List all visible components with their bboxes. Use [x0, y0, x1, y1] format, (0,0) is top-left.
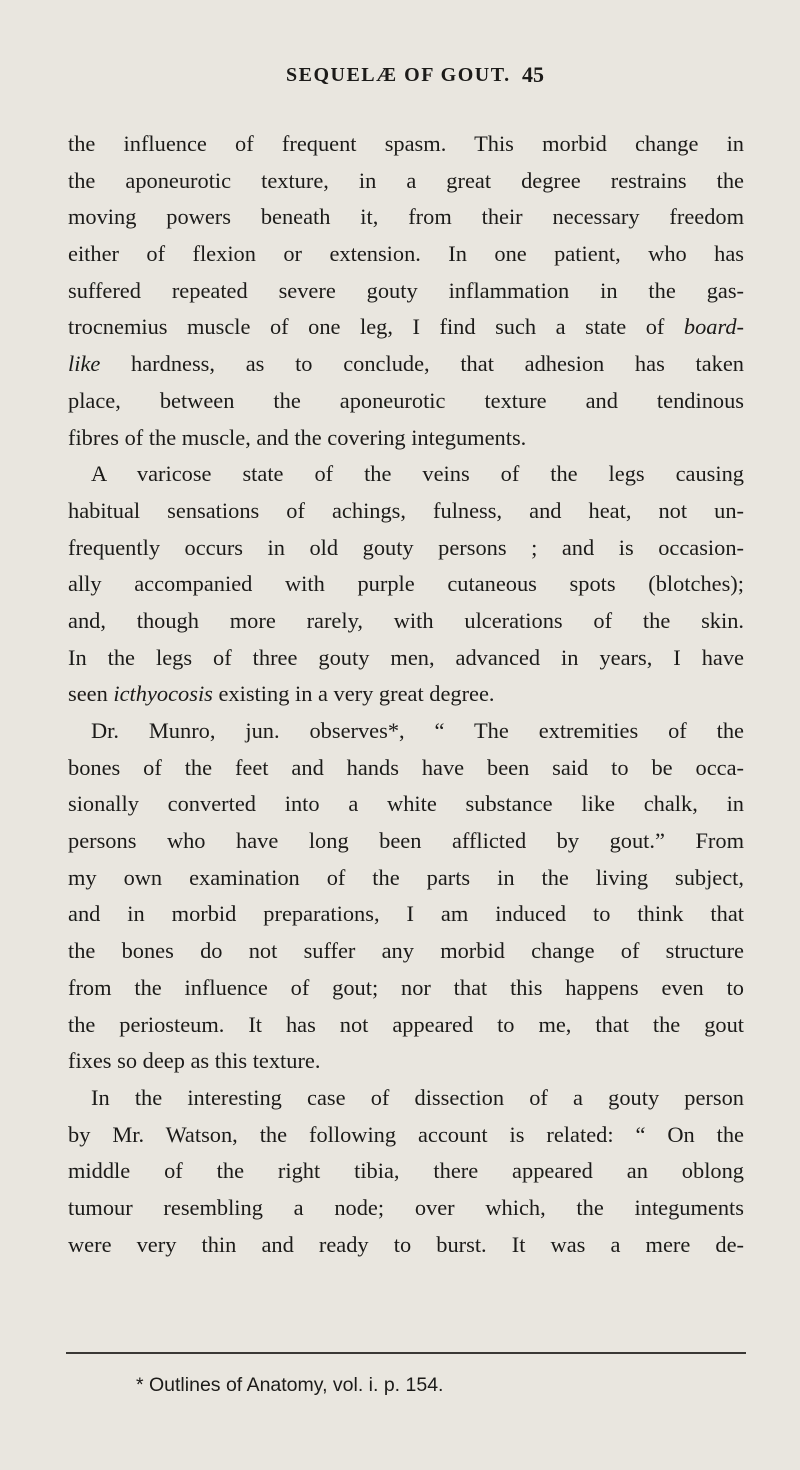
text-line: middle of the right tibia, there appeared an oblong [68, 1158, 744, 1184]
italic-term: like [68, 351, 101, 377]
text-line: my own examination of the parts in the living subject, [68, 864, 744, 890]
text-line: bones of the feet and hands have been said to be occa- [68, 754, 744, 780]
text-line: moving powers beneath it, from their necessary freedom [68, 204, 744, 230]
text-line: the influence of frequent spasm. This morbid change in [68, 131, 744, 156]
text-line: habitual sensations of achings, fulness, and heat, not un- [68, 497, 744, 523]
text-line: Dr. Munro, jun. observes*, “ The extremities of the [91, 718, 744, 743]
text-run: seen [68, 681, 114, 707]
text-line: were very thin and ready to burst. It was a mere de- [68, 1231, 744, 1257]
running-head [0, 62, 800, 102]
text-line: ally accompanied with purple cutaneous spots (blotches); [68, 571, 744, 597]
footnote: * Outlines of Anatomy, vol. i. p. 154. [136, 1374, 444, 1396]
text-run: existing in a very great degree. [212, 681, 495, 707]
text-line: fibres of the muscle, and the covering integuments. [68, 424, 527, 450]
italic-term: icthyocosis [113, 681, 213, 707]
text-line [68, 676, 744, 713]
text-line: from the influence of gout; nor that this happens even to [68, 974, 744, 1000]
text-line: frequently occurs in old gouty persons ; and is occasion- [68, 534, 744, 560]
italic-term: board- [683, 314, 744, 340]
page-number: 45 [522, 62, 544, 87]
footnote-rule [66, 1352, 746, 1354]
text-line: In the interesting case of dissection of a gouty person [91, 1084, 744, 1110]
text-run: hardness, as to conclude, that adhesion has taken [100, 351, 744, 377]
text-line: A varicose state of the veins of the legs causing [91, 461, 744, 487]
text-line: place, between the aponeurotic texture and tendinous [68, 387, 744, 413]
text-line: and in morbid preparations, I am induced to think that [68, 901, 744, 927]
text-line: the bones do not suffer any morbid change of structure [68, 938, 744, 964]
text-line [68, 346, 744, 383]
body-text [68, 126, 744, 1263]
text-line: sionally converted into a white substance like chalk, in [68, 791, 744, 817]
text-line: suffered repeated severe gouty inflammation in the gas- [68, 277, 744, 303]
text-line: fixes so deep as this texture. [68, 1048, 321, 1074]
text-line: and, though more rarely, with ulcerations of the skin. [68, 607, 744, 633]
text-line: the aponeurotic texture, in a great degree restrains the [68, 167, 744, 193]
text-line: either of flexion or extension. In one patient, who has [68, 241, 744, 267]
text-run: trocnemius muscle of one leg, I find such a state of [68, 314, 684, 340]
running-title: SEQUELÆ OF GOUT. [286, 64, 511, 86]
text-line: the periosteum. It has not appeared to me, that the gout [68, 1011, 744, 1037]
text-line: tumour resembling a node; over which, the integuments [68, 1194, 744, 1220]
text-line: persons who have long been afflicted by gout.” From [68, 828, 744, 854]
text-line [68, 309, 744, 346]
text-line: by Mr. Watson, the following account is related: “ On the [68, 1121, 744, 1147]
text-line: In the legs of three gouty men, advanced in years, I have [68, 644, 744, 670]
